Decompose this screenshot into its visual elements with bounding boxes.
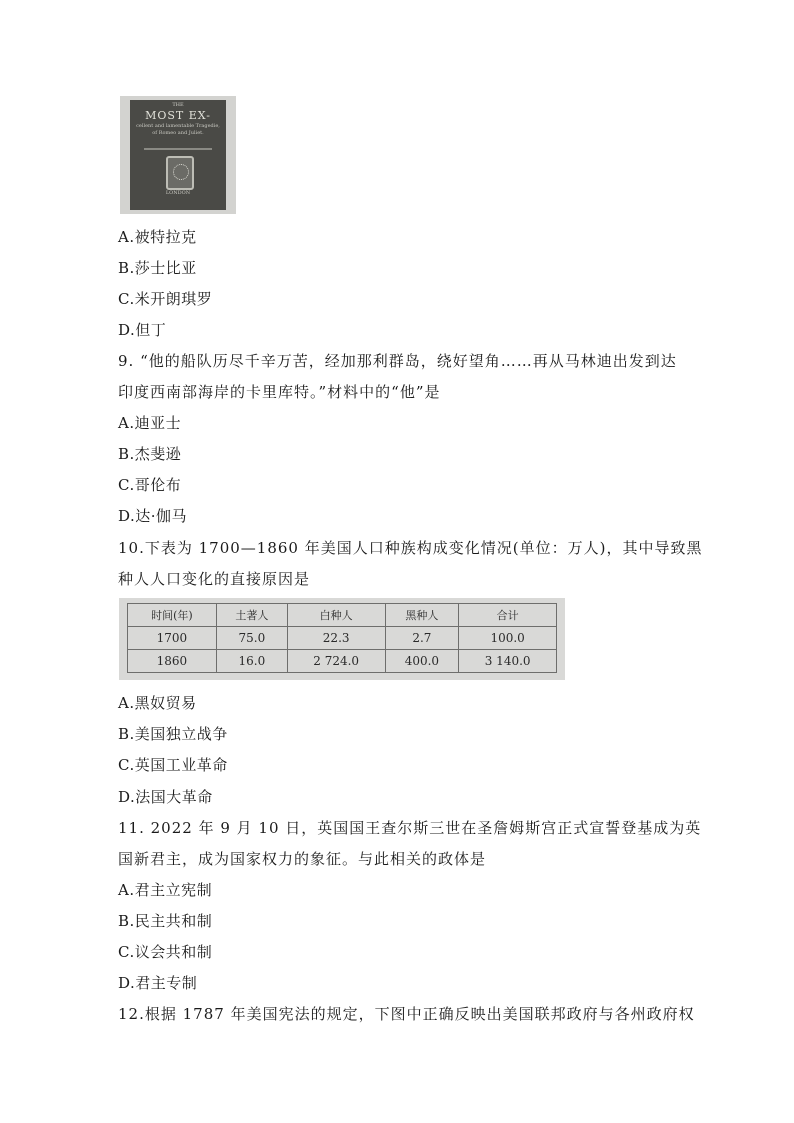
- q11-stem-line-2: 国新君主，成为国家权力的象征。与此相关的政体是: [118, 850, 487, 868]
- q11-option-c: C.议会共和制: [118, 943, 213, 961]
- table-cell: 3 140.0: [459, 650, 557, 673]
- q8-option-a: A.被特拉克: [118, 228, 197, 246]
- table-cell: 400.0: [385, 650, 459, 673]
- book-cover: [130, 100, 226, 210]
- q10-option-a: A.黑奴贸易: [118, 694, 197, 712]
- printer-emblem-icon: [166, 156, 194, 190]
- table-row: [128, 650, 557, 673]
- table-header-cell: 土著人: [216, 604, 287, 627]
- table-cell: 1860: [128, 650, 217, 673]
- q9-stem-line-1: 9. “他的船队历尽千辛万苦，经加那利群岛，绕好望角……再从马林迪出发到达: [118, 352, 677, 370]
- q9-option-a: A.迪亚士: [118, 414, 182, 432]
- table-header-cell: 黑种人: [385, 604, 459, 627]
- table-header-cell: 时间(年): [128, 604, 217, 627]
- table-row: [128, 627, 557, 650]
- table-cell: 2 724.0: [287, 650, 385, 673]
- q11-stem-line-1: 11. 2022 年 9 月 10 日，英国国王查尔斯三世在圣詹姆斯宫正式宣誓登基成为英: [118, 819, 702, 837]
- population-table: [127, 603, 557, 673]
- q11-option-d: D.君主专制: [118, 974, 198, 992]
- q9-option-c: C.哥伦布: [118, 476, 182, 494]
- q8-option-c: C.米开朗琪罗: [118, 290, 213, 308]
- table-cell: 75.0: [216, 627, 287, 650]
- table-cell: 1700: [128, 627, 217, 650]
- table-header-cell: 白种人: [287, 604, 385, 627]
- q12-stem-line-1: 12.根据 1787 年美国宪法的规定，下图中正确反映出美国联邦政府与各州政府权: [118, 1005, 695, 1023]
- population-table-photo: [119, 598, 565, 680]
- q10-option-b: B.美国独立战争: [118, 725, 228, 743]
- q9-stem-line-2: 印度西南部海岸的卡里库特。”材料中的“他”是: [118, 383, 441, 401]
- q11-option-a: A.君主立宪制: [118, 881, 213, 899]
- table-cell: 22.3: [287, 627, 385, 650]
- cover-divider: [144, 148, 212, 150]
- cover-line-4: LONDON: [165, 190, 191, 196]
- cover-line-3: cellent and lamentable Tragedie, of Romeo and Juliet.: [136, 123, 220, 136]
- q8-option-d: D.但丁: [118, 321, 167, 339]
- table-header-cell: 合计: [459, 604, 557, 627]
- q11-option-b: B.民主共和制: [118, 912, 213, 930]
- q10-option-c: C.英国工业革命: [118, 756, 228, 774]
- q10-stem-line-2: 种人人口变化的直接原因是: [118, 570, 311, 588]
- cover-line-2: MOST EX-: [145, 109, 211, 122]
- q10-stem-line-1: 10.下表为 1700—1860 年美国人口种族构成变化情况(单位：万人)，其中导致黑: [118, 539, 703, 557]
- book-cover-photo: [120, 96, 236, 214]
- table-header-row: [128, 604, 557, 627]
- table-cell: 2.7: [385, 627, 459, 650]
- q9-option-b: B.杰斐逊: [118, 445, 182, 463]
- q8-option-b: B.莎士比亚: [118, 259, 197, 277]
- table-cell: 100.0: [459, 627, 557, 650]
- table-cell: 16.0: [216, 650, 287, 673]
- q10-option-d: D.法国大革命: [118, 788, 213, 806]
- cover-line-1: THE: [172, 102, 184, 108]
- q9-option-d: D.达·伽马: [118, 507, 188, 525]
